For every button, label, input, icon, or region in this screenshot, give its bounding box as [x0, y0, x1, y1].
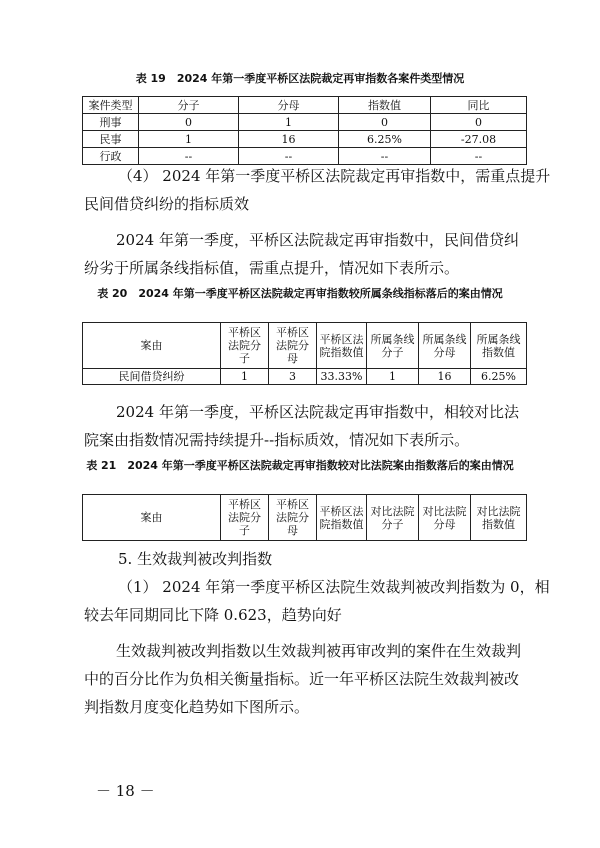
table-21 [82, 494, 527, 541]
table-19 [82, 96, 527, 165]
table-cell: 刑事 [83, 114, 139, 131]
section-4-heading-line2: 民间借贷纠纷的指标质效 [84, 195, 250, 213]
table-21-caption: 表 21 2024 年第一季度平桥区法院裁定再审指数较对比法院案由指数落后的案由情况 [86, 459, 514, 472]
table-19-header: 分母 [239, 97, 339, 114]
table-20-header: 平桥区法院分母 [269, 323, 317, 369]
page-number: － 18 － [96, 782, 155, 800]
table-cell: 1 [239, 114, 339, 131]
table-cell: 行政 [83, 148, 139, 165]
paragraph-1: 2024 年第一季度，平桥区法院裁定再审指数中，民间借贷纠纷劣于所属条线指标值，需重点提升，情况如下表所示。 [84, 231, 519, 277]
table-cell: 1 [367, 369, 419, 385]
table-21-header: 对比法院指数值 [471, 495, 527, 541]
table-20-header: 所属条线分子 [367, 323, 419, 369]
paragraph-3: 生效裁判被改判指数以生效裁判被再审改判的案件在生效裁判中的百分比作为负相关衡量指标。近一年平桥区法院生效裁判被改判指数月度变化趋势如下图所示。 [84, 642, 522, 716]
table-cell: 3 [269, 369, 317, 385]
table-cell: -- [239, 148, 339, 165]
table-cell: 民事 [83, 131, 139, 148]
table-cell: 1 [221, 369, 269, 385]
table-row [83, 369, 527, 385]
table-cell: -- [339, 148, 431, 165]
table-19-header: 案件类型 [83, 97, 139, 114]
table-20-header: 平桥区法院分子 [221, 323, 269, 369]
table-21-header: 对比法院分母 [419, 495, 471, 541]
table-20-header: 平桥区法院指数值 [317, 323, 367, 369]
table-19-header: 同比 [431, 97, 527, 114]
table-cell: 16 [239, 131, 339, 148]
table-row [83, 114, 527, 131]
table-cell: 6.25% [471, 369, 527, 385]
table-cell: 0 [431, 114, 527, 131]
table-19-header: 指数值 [339, 97, 431, 114]
table-21-header: 案由 [83, 495, 221, 541]
table-21-header: 对比法院分子 [367, 495, 419, 541]
table-21-header: 平桥区法院分母 [269, 495, 317, 541]
table-cell: 16 [419, 369, 471, 385]
table-cell: 6.25% [339, 131, 431, 148]
paragraph-2: 2024 年第一季度，平桥区法院裁定再审指数中，相较对比法院案由指数情况需持续提升--指标质效，情况如下表所示。 [84, 403, 519, 449]
section-5-1-heading-line2: 较去年同期同比下降 0.623，趋势向好 [84, 606, 342, 624]
section-5-heading: 5. 生效裁判被改判指数 [118, 550, 273, 568]
table-19-header-row [83, 97, 527, 114]
table-21-header: 平桥区法院分子 [221, 495, 269, 541]
table-21-header-row [83, 495, 527, 541]
table-cell: 33.33% [317, 369, 367, 385]
table-20 [82, 322, 527, 385]
table-19-header: 分子 [139, 97, 239, 114]
section-5-1-heading-line1: （1） 2024 年第一季度平桥区法院生效裁判被改判指数为 0，相 [118, 578, 550, 596]
table-19-caption: 表 19 2024 年第一季度平桥区法院裁定再审指数各案件类型情况 [135, 72, 465, 85]
table-20-header: 案由 [83, 323, 221, 369]
table-cell: 0 [339, 114, 431, 131]
table-cell: 0 [139, 114, 239, 131]
table-cell: 1 [139, 131, 239, 148]
table-21-header: 平桥区法院指数值 [317, 495, 367, 541]
table-20-header: 所属条线指数值 [471, 323, 527, 369]
table-row [83, 131, 527, 148]
table-20-header: 所属条线分母 [419, 323, 471, 369]
table-cell: 民间借贷纠纷 [83, 369, 221, 385]
table-20-caption: 表 20 2024 年第一季度平桥区法院裁定再审指数较所属条线指标落后的案由情况 [97, 287, 503, 300]
section-4-heading-line1: （4） 2024 年第一季度平桥区法院裁定再审指数中，需重点提升 [118, 167, 551, 185]
table-cell: -- [431, 148, 527, 165]
table-20-header-row [83, 323, 527, 369]
table-cell: -27.08 [431, 131, 527, 148]
table-cell: -- [139, 148, 239, 165]
